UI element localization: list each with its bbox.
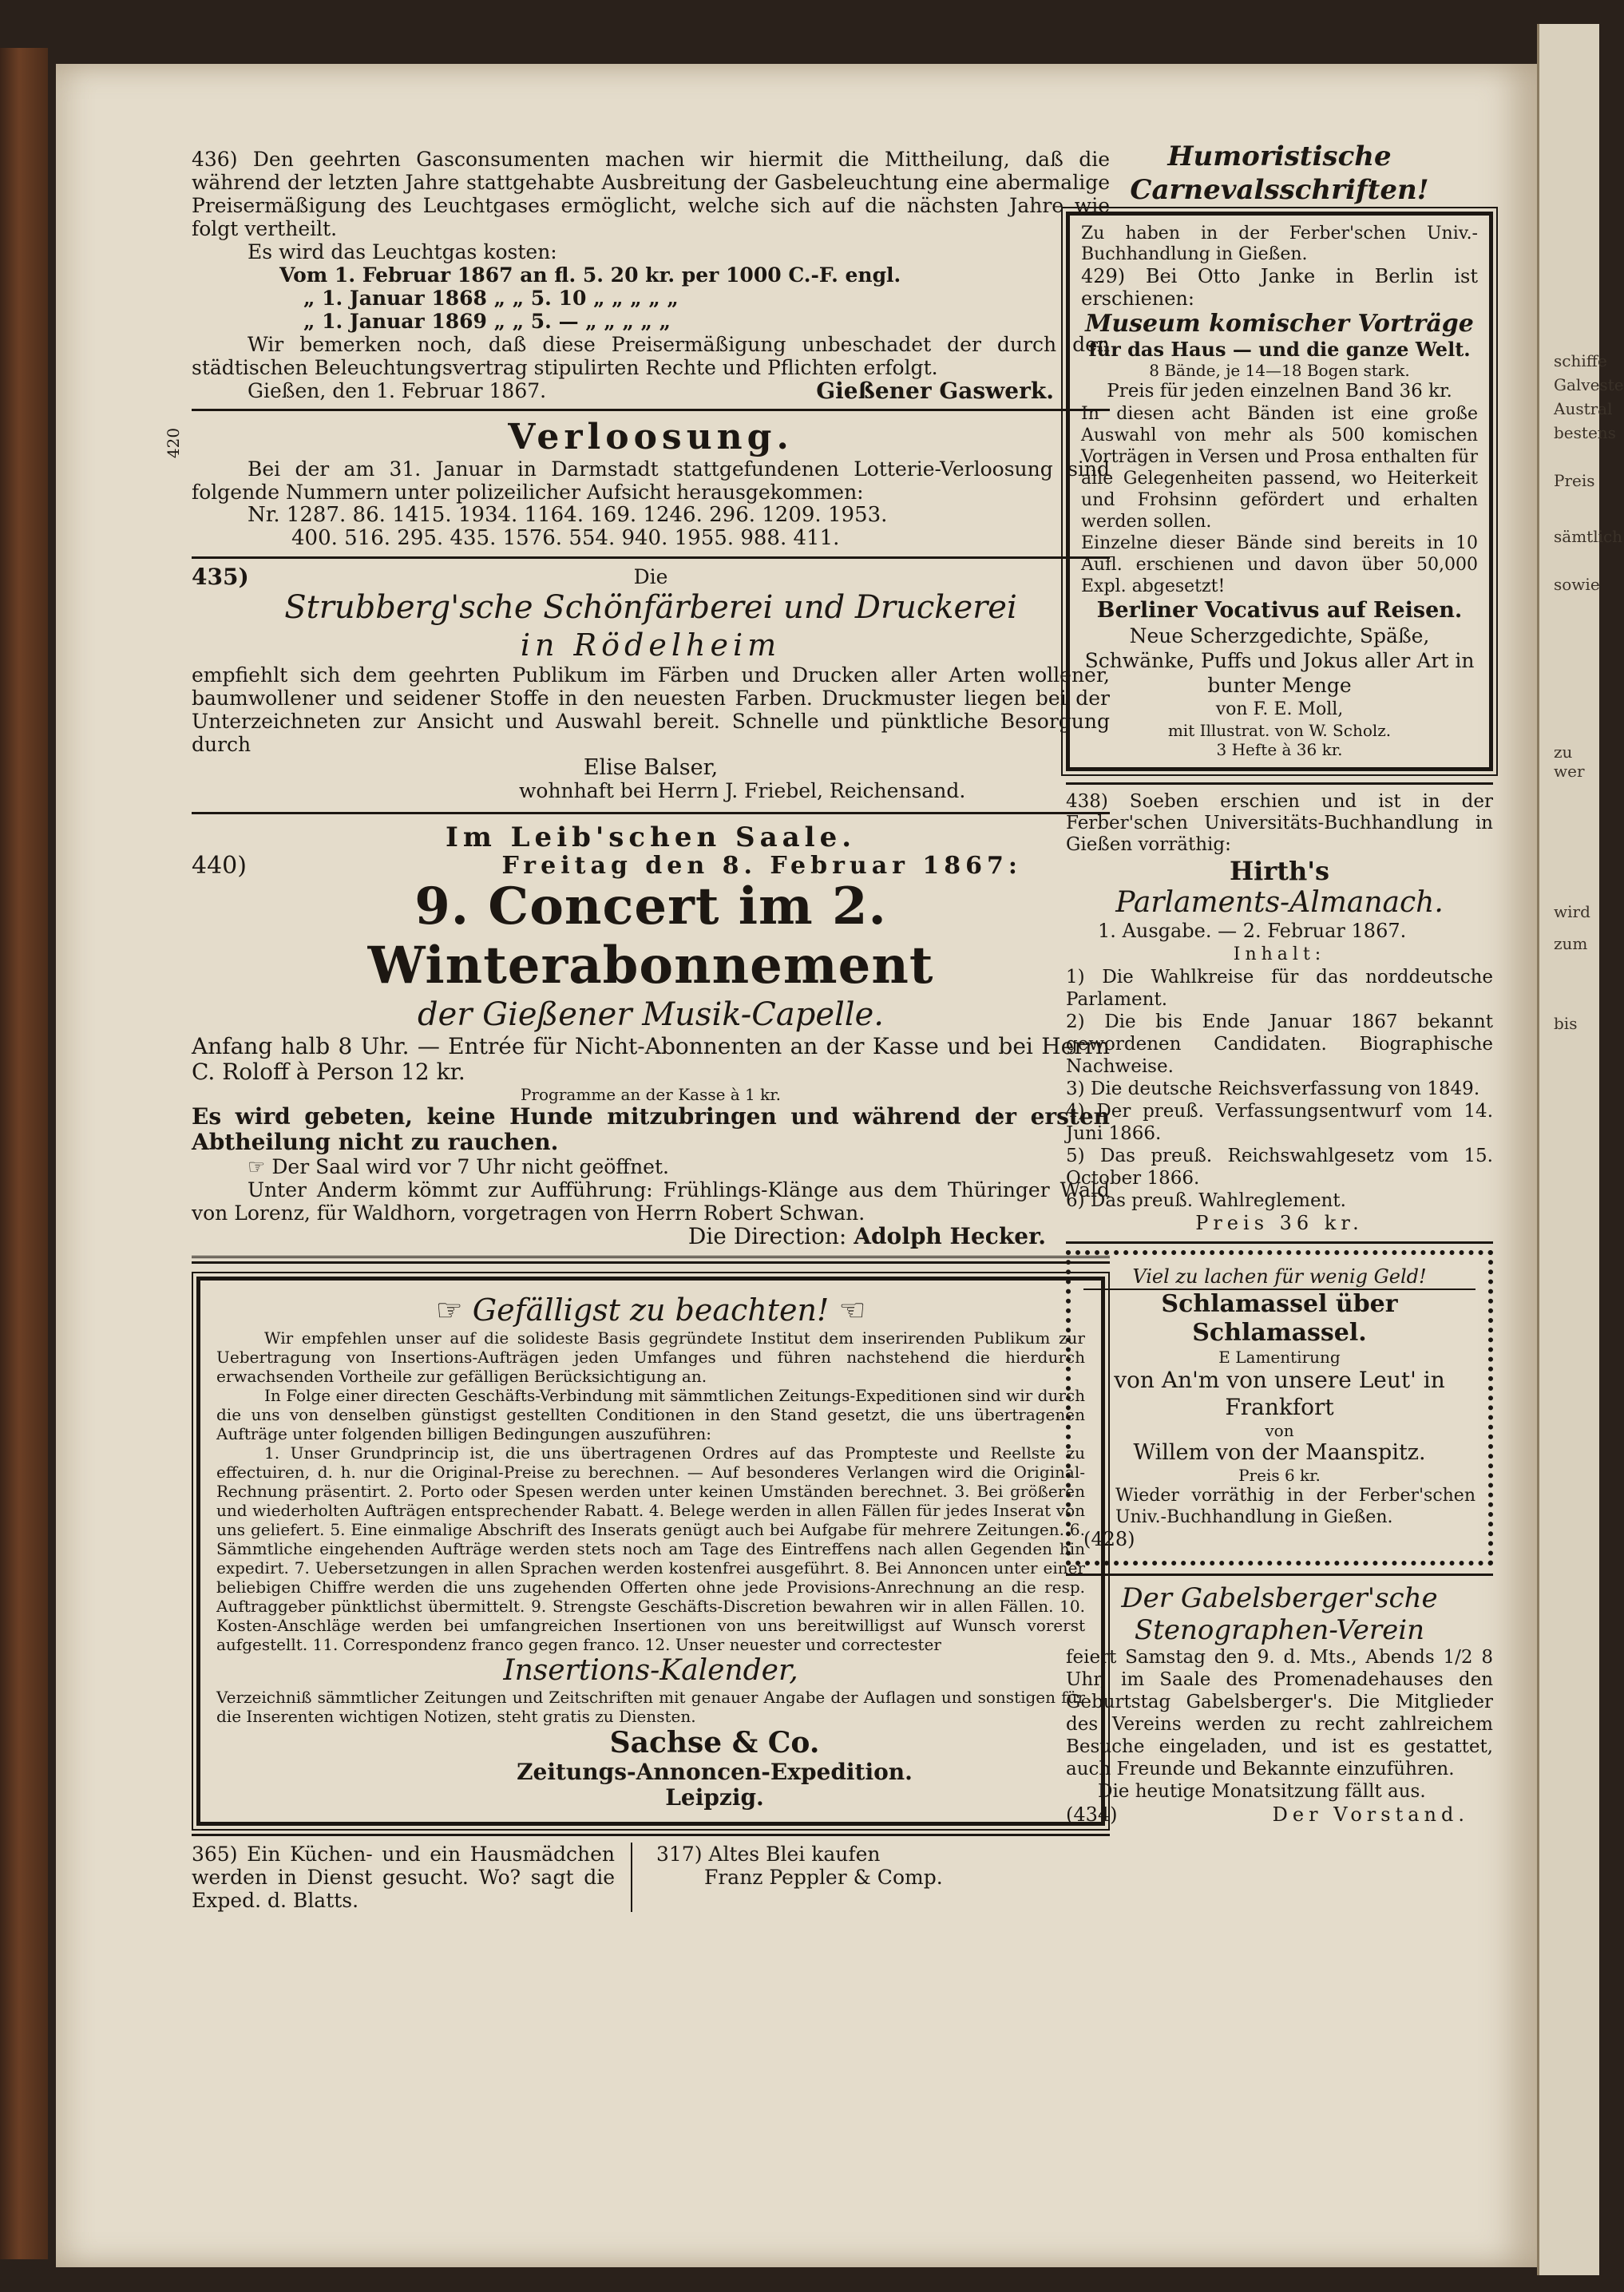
notice-city: Leipzig. (665, 1784, 764, 1811)
lead-buyer-ad (632, 1843, 943, 1912)
schlamassel-title-2: von An'm von unsere Leut' in Frankfort (1114, 1367, 1445, 1420)
carneval-title-1: Museum komischer Vorträge (1085, 310, 1474, 338)
gas-price-1869: „ 1. Januar 1869 „ „ 5. — „ „ „ „ „ (303, 310, 671, 333)
notice-para-2: In Folge einer directen Geschäfts-Verbindung mit sämmtlichen Zeitungs-Expeditionen sind wir durch die uns von denselben günstigst gestellten Conditionen in den Stand gesetzt, die uns übertragenen Aufträge unter folgenden billigen Bedingungen auszuführen: (216, 1386, 1085, 1443)
list-item: 1) Die Wahlkreise für das norddeutsche Parlament. (1066, 967, 1493, 1010)
carneval-availability: Zu haben in der Ferber'schen Univ.-Buchhandlung in Gießen. (1081, 224, 1478, 264)
hirth-contents-list (1066, 966, 1493, 1212)
edge-fragment: sämtlich (1554, 527, 1623, 546)
carneval-publisher: 429) Bei Otto Janke in Berlin ist erschienen: (1081, 265, 1478, 310)
left-column (164, 148, 1110, 1912)
dye-owner: Elise Balser, (583, 755, 719, 780)
lottery-numbers-row2: 400. 516. 295. 435. 1576. 554. 940. 1955. 988. 411. (291, 526, 840, 550)
concert-extra: Unter Anderm kömmt zur Aufführung: Frühlings-Klänge aus dem Thüringer Wald von Lorenz, für Waldhorn, vorgetragen von Herrn Robert Schwan. (192, 1178, 1110, 1225)
dye-title: Strubberg'sche Schönfärberei und Druckerei (284, 589, 1017, 626)
carneval-box (1066, 212, 1493, 771)
notice-firm: Sachse & Co. (609, 1726, 820, 1760)
dye-die: Die (633, 565, 668, 588)
ad-number: 440) (192, 852, 247, 880)
lottery-title: Verloosung. (508, 417, 794, 457)
list-item: 5) Das preuß. Reichswahlgesetz vom 15. October 1866. (1066, 1146, 1493, 1189)
schlamassel-subtitle: E Lamentirung (1218, 1348, 1341, 1367)
divider (192, 409, 1110, 411)
ad-number: (434) (1066, 1803, 1118, 1826)
small-ads-row (192, 1843, 1110, 1912)
steno-title: Der Gabelsberger'sche Stenographen-Verein (1121, 1582, 1438, 1646)
edge-fragment: bestens (1554, 423, 1616, 442)
newspaper-page (56, 64, 1537, 2267)
carneval-editions: Einzelne dieser Bände sind bereits in 10 Aufl. erschienen und davon über 50,000 Expl. abgesetzt! (1081, 533, 1478, 596)
carneval-heading: Humoristische Carnevalsschriften! (1130, 141, 1429, 206)
edge-fragment: zum (1554, 934, 1588, 953)
gas-date: Gießen, den 1. Februar 1867. (248, 379, 547, 402)
list-item: 4) Der preuß. Verfassungsentwurf vom 14. Juni 1866. (1066, 1101, 1493, 1144)
carneval-author: von F. E. Moll, (1215, 699, 1344, 719)
concert-subtitle: der Gießener Musik-Capelle. (418, 996, 884, 1033)
divider (192, 556, 1110, 559)
list-item: 2) Die bis Ende Januar 1867 bekannt gewordenen Candidaten. Biographische Nachweise. (1066, 1011, 1493, 1077)
ad-number: (428) (1083, 1528, 1135, 1550)
concert-start: Anfang halb 8 Uhr. — Entrée für Nicht-Abonnenten an der Kasse und bei Herrn C. Roloff à Person 12 kr. (192, 1033, 1110, 1085)
maid-wanted-ad: 365) Ein Küchen- und ein Hausmädchen werden in Dienst gesucht. Wo? sagt die Exped. d. Blatts. (192, 1843, 632, 1912)
dye-text: empfiehlt sich dem geehrten Publikum im Färben und Drucken aller Arten wollener, baumwollener und seidener Stoffe in den neuesten Farben. Druckmuster liegen bei der Unterzeichneten zur Ansicht und Auswahl bereit. Schnelle und pünktliche Besorgung durch (192, 663, 1110, 756)
next-page-edge (1537, 24, 1624, 2275)
gas-note: Wir bemerken noch, daß diese Preisermäßigung unbeschadet der durch den städtischen Beleuchtungsvertrag stipulirten Rechte und Pflichten erfolgt. (192, 333, 1110, 379)
lead-buyer-text: 317) Altes Blei kaufen (656, 1843, 881, 1866)
dye-address: wohnhaft bei Herrn J. Friebel, Reichensand. (519, 779, 966, 802)
hirth-title-2: Parlaments-Almanach. (1115, 886, 1444, 919)
edge-fragment: schiffe (1554, 351, 1607, 370)
schlamassel-von: von (1265, 1421, 1294, 1440)
hirth-intro: 438) Soeben erschien und ist in der Ferber'schen Universitäts-Buchhandlung in Gießen vorräthig: (1066, 791, 1493, 855)
carneval-hefte: 3 Hefte à 36 kr. (1216, 740, 1343, 759)
notice-title: Gefälligst zu beachten! (472, 1292, 830, 1328)
divider (192, 1834, 1110, 1836)
list-item: 6) Das preuß. Wahlreglement. (1066, 1190, 1346, 1211)
divider (1066, 1574, 1493, 1576)
concert-programme: Programme an der Kasse à 1 kr. (521, 1085, 781, 1104)
concert-title: 9. Concert im 2. Winterabonnement (367, 877, 934, 996)
ad-number: 435) (192, 564, 249, 590)
edge-fragment: sowie (1554, 575, 1600, 594)
gas-announcement (192, 148, 1110, 402)
side-number: 420 (164, 427, 184, 459)
notice-para-3: 1. Unser Grundprincip ist, die uns übertragenen Ordres auf das Prompteste und Reellste zu effectuiren, d. h. nur die Original-Preise zu berechnen. — Auf besonderes Verlangen wird die Original-Rechnung präsentirt. 2. Porto oder Spesen werden unter keinen Umständen berechnet. 3. Bei größeren und wiederholten Aufträgen entsprechender Rabatt. 4. Belege werden in allen Fällen für jedes Inserat von uns geliefert. 5. Eine einmalige Abschrift des Inserats genügt auch bei Aufgabe für mehrere Zeitungen. 6. Sämmtliche eingehenden Aufträge werden stets noch am Tage des Eintreffens nach allen Gegenden hin expedirt. 7. Uebersetzungen in allen Sprachen werden kostenfrei ausgeführt. 8. Bei Annoncen unter einer beliebigen Chiffre werden die uns zugehenden Offerten ohne jede Provisions-Anrechnung an die resp. Auftraggeber pünktlichst übermittelt. 9. Strengste Geschäfts-Discretion bewahren wir in allen Fällen. 10. Kosten-Anschläge werden bei umfangreichen Insertionen von uns bereitwilligst auf Wunsch vorerst aufgestellt. 11. Correspondenz franco gegen franco. 12. Unser neuester und correctester (216, 1443, 1085, 1654)
carneval-illustrator: mit Illustrat. von W. Scholz. (1167, 721, 1392, 740)
notice-kalender: Insertions-Kalender, (503, 1654, 798, 1687)
pointing-hand-icon: ☜ (829, 1292, 866, 1328)
schlamassel-availability: Wieder vorräthig in der Ferber'schen Univ.-Buchhandlung in Gießen. (1115, 1486, 1475, 1527)
steno-signature: Der Vorstand. (1272, 1803, 1469, 1826)
divider (1066, 782, 1493, 785)
concert-ad (192, 821, 1110, 1248)
list-item: 3) Die deutsche Reichsverfassung von 1849. (1066, 1079, 1480, 1099)
divider (1066, 1241, 1493, 1244)
notice-firm-type: Zeitungs-Annoncen-Expedition. (517, 1759, 913, 1785)
hirth-ad (1066, 791, 1493, 1235)
schlamassel-tagline: Viel zu lachen für wenig Geld! (1083, 1265, 1475, 1290)
concert-opening: Der Saal wird vor 7 Uhr nicht geöffnet. (271, 1155, 669, 1178)
edge-fragment: bis (1554, 1014, 1578, 1033)
divider (192, 812, 1110, 814)
carneval-title-2: für das Haus — und die ganze Welt. (1088, 338, 1471, 361)
gas-price-1868: „ 1. Januar 1868 „ „ 5. 10 „ „ „ „ „ (303, 287, 679, 310)
steno-ad (1066, 1582, 1493, 1827)
schlamassel-box (1066, 1250, 1493, 1566)
lottery-numbers-row1: Nr. 1287. 86. 1415. 1934. 1164. 169. 1246. 296. 1209. 1953. (248, 503, 888, 527)
lottery-announcement (164, 417, 1110, 550)
concert-dogs-notice: Es wird gebeten, keine Hunde mitzubringen und während der ersten Abtheilung nicht zu rauchen. (192, 1103, 1110, 1155)
lead-buyer-firm: Franz Peppler & Comp. (704, 1866, 943, 1889)
pointing-hand-icon: ☞ (248, 1155, 272, 1178)
lottery-text: Bei der am 31. Januar in Darmstadt stattgefundenen Lotterie-Verloosung sind folgende Nummern unter polizeilicher Aufsicht herausgekommen: (192, 457, 1110, 504)
book-cover-edge (0, 48, 48, 2259)
concert-hall: Im Leib'schen Saale. (445, 821, 857, 853)
divider (192, 1256, 1110, 1264)
carneval-title-4: Neue Scherzgedichte, Späße, Schwänke, Puffs und Jokus aller Art in bunter Menge (1084, 624, 1475, 697)
hirth-price: Preis 36 kr. (1195, 1212, 1364, 1234)
steno-text: feiert Samstag den 9. d. Mts., Abends 1/2 8 Uhr, im Saale des Promenadehauses den Geburtstag Gabelsberger's. Die Mitglieder des Vereins werden zu recht zahlreichem Besuche eingeladen, und ist es gestattet, auch Freunde und Bekannte einzuführen. (1066, 1647, 1493, 1779)
gas-text: 436) Den geehrten Gasconsumenten machen wir hiermit die Mittheilung, daß die während der letzten Jahre stattgehabte Ausbreitung der Gasbeleuchtung eine abermalige Preisermäßigung des Leuchtgases ermöglicht, welche sich auf die nächsten Jahre wie folgt vertheilt. (192, 148, 1110, 240)
concert-director: Adolph Hecker. (854, 1223, 1046, 1249)
concert-date: Freitag den 8. Februar 1867: (501, 852, 1022, 880)
carneval-volumes: 8 Bände, je 14—18 Bogen stark. (1149, 361, 1410, 380)
hirth-edition: 1. Ausgabe. — 2. Februar 1867. (1098, 920, 1407, 942)
edge-fragment: Galveste (1554, 375, 1624, 394)
gas-signature: Gießener Gaswerk. (816, 378, 1054, 404)
hirth-title-1: Hirth's (1229, 856, 1330, 886)
carneval-title-3: Berliner Vocativus auf Reisen. (1096, 598, 1463, 623)
concert-direction-label: Die Direction: (687, 1223, 847, 1249)
carneval-description: In diesen acht Bänden ist eine große Auswahl von mehr als 500 komischen Vorträgen in Versen und Prosa enthalten für alle Gelegenheiten passend, wo Heiterkeit und Frohsinn gefördert und erhalten werden sollen. (1081, 404, 1478, 532)
right-column (1066, 140, 1493, 1827)
schlamassel-price: Preis 6 kr. (1238, 1466, 1321, 1485)
pointing-hand-icon: ☞ (435, 1292, 473, 1328)
dye-works-ad (192, 565, 1110, 802)
edge-fragment: Preis (1554, 471, 1595, 490)
edge-fragment: Austral (1554, 399, 1613, 418)
schlamassel-author: Willem von der Maanspitz. (1133, 1440, 1426, 1465)
notice-para-4: Verzeichniß sämmtlicher Zeitungen und Zeitschriften mit genauer Angabe der Auflagen und sonstigen für die Inserenten wichtigen Notizen, steht gratis zu Diensten. (216, 1688, 1085, 1726)
edge-fragment: zu wer (1554, 742, 1585, 781)
gas-intro: Es wird das Leuchtgas kosten: (248, 240, 557, 263)
edge-fragment: wird (1554, 902, 1590, 921)
dye-place: in Rödelheim (520, 627, 782, 663)
hirth-contents-label: Inhalt: (1233, 944, 1326, 964)
steno-note: Die heutige Monatsitzung fällt aus. (1098, 1781, 1426, 1802)
sachse-notice-box (196, 1277, 1105, 1826)
carneval-price: Preis für jeden einzelnen Band 36 kr. (1107, 381, 1452, 402)
gas-price-1867: Vom 1. Februar 1867 an fl. 5. 20 kr. per 1000 C.-F. engl. (279, 263, 901, 287)
notice-para-1: Wir empfehlen unser auf die solideste Basis gegründete Institut dem inserirenden Publikum zur Uebertragung von Insertions-Aufträgen jeden Umfanges und führen nachstehend die hierdurch erwachsenden Vortheile zur gefälligen Berücksichtigung an. (216, 1328, 1085, 1386)
schlamassel-title: Schlamassel über Schlamassel. (1161, 1290, 1398, 1347)
